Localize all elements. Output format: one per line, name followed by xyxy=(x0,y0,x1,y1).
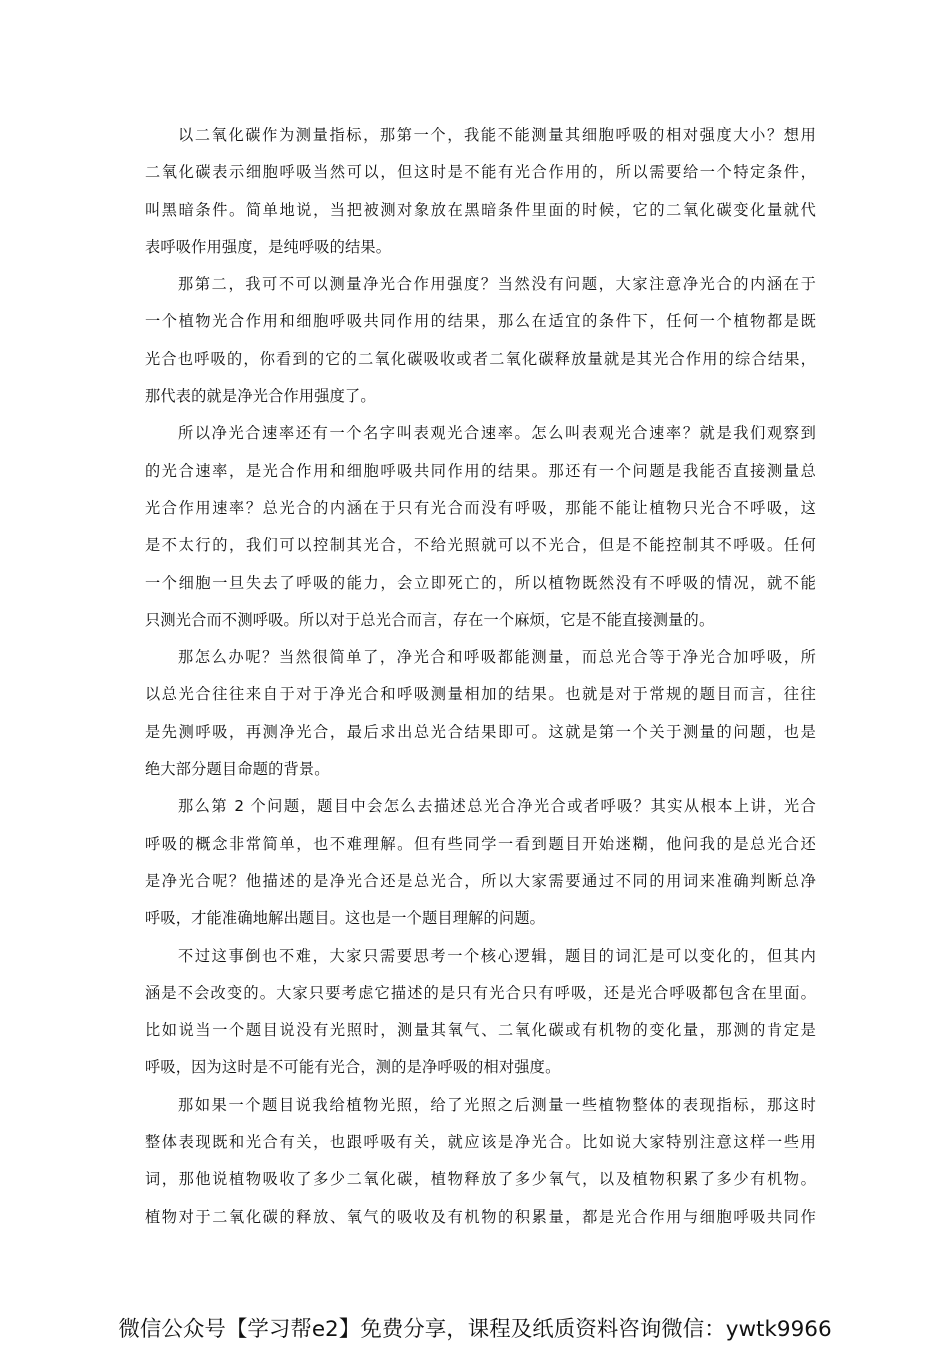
footer-watermark: 微信公众号【学习帮e2】免费分享，课程及纸质资料咨询微信：ywtk9966 xyxy=(118,1317,832,1342)
text-line: 那第二，我可不可以测量净光合作用强度？当然没有问题，大家注意净光合的内涵在于 xyxy=(178,275,816,294)
text-line: 那代表的就是净光合作用强度了。 xyxy=(145,387,376,406)
text-line: 光合也呼吸的，你看到的它的二氧化碳吸收或者二氧化碳释放量就是其光合作用的综合结果， xyxy=(145,349,816,368)
text-line: 一个细胞一旦失去了呼吸的能力，会立即死亡的，所以植物既然没有不呼吸的情况，就不能 xyxy=(145,573,816,592)
text-line: 整体表现既和光合有关，也跟呼吸有关，就应该是净光合。比如说大家特别注意这样一些用 xyxy=(145,1133,816,1152)
text-line: 以总光合往往来自于对于净光合和呼吸测量相加的结果。也就是对于常规的题目而言，往往 xyxy=(145,685,816,704)
text-line: 那么第 2 个问题，题目中会怎么去描述总光合净光合或者呼吸？其实从根本上讲，光合 xyxy=(178,797,816,816)
text-line: 词，那他说植物吸收了多少二氧化碳，植物释放了多少氧气，以及植物积累了多少有机物。 xyxy=(145,1170,816,1189)
paragraph xyxy=(145,415,816,639)
paragraph xyxy=(145,266,816,415)
paragraph xyxy=(145,117,816,266)
text-line: 涵是不会改变的。大家只要考虑它描述的是只有光合只有呼吸，还是光合呼吸都包含在里面。 xyxy=(145,983,816,1002)
text-line: 是先测呼吸，再测净光合，最后求出总光合结果即可。这就是第一个关于测量的问题，也是 xyxy=(145,722,816,741)
text-line: 表呼吸作用强度，是纯呼吸的结果。 xyxy=(145,237,392,256)
text-line: 只测光合而不测呼吸。所以对于总光合而言，存在一个麻烦，它是不能直接测量的。 xyxy=(145,610,715,629)
body-text xyxy=(145,117,816,1236)
text-line: 所以净光合速率还有一个名字叫表观光合速率。怎么叫表观光合速率？就是我们观察到 xyxy=(178,424,816,443)
text-line: 呼吸的概念非常简单，也不难理解。但有些同学一看到题目开始迷糊，他问我的是总光合还 xyxy=(145,834,816,853)
text-line: 比如说当一个题目说没有光照时，测量其氧气、二氧化碳或有机物的变化量，那测的肯定是 xyxy=(145,1021,816,1040)
paragraph xyxy=(145,1087,816,1236)
text-line: 绝大部分题目命题的背景。 xyxy=(145,760,330,779)
text-line: 的光合速率，是光合作用和细胞呼吸共同作用的结果。那还有一个问题是我能否直接测量总 xyxy=(145,461,816,480)
text-line: 叫黑暗条件。简单地说，当把被测对象放在黑暗条件里面的时候，它的二氧化碳变化量就代 xyxy=(145,200,816,219)
text-line: 呼吸，因为这时是不可能有光合，测的是净呼吸的相对强度。 xyxy=(145,1058,561,1077)
text-line: 植物对于二氧化碳的释放、氧气的吸收及有机物的积累量，都是光合作用与细胞呼吸共同作 xyxy=(145,1207,816,1226)
text-line: 不过这事倒也不难，大家只需要思考一个核心逻辑，题目的词汇是可以变化的，但其内 xyxy=(178,946,816,965)
text-line: 那怎么办呢？当然很简单了，净光合和呼吸都能测量，而总光合等于净光合加呼吸，所 xyxy=(178,648,816,667)
paragraph xyxy=(145,788,816,937)
text-line: 是净光合呢？他描述的是净光合还是总光合，所以大家需要通过不同的用词来准确判断总净 xyxy=(145,871,816,890)
text-line: 以二氧化碳作为测量指标，那第一个，我能不能测量其细胞呼吸的相对强度大小？想用 xyxy=(178,126,816,144)
text-line: 呼吸，才能准确地解出题目。这也是一个题目理解的问题。 xyxy=(145,909,546,928)
text-line: 一个植物光合作用和细胞呼吸共同作用的结果，那么在适宜的条件下，任何一个植物都是既 xyxy=(145,312,816,331)
paragraph xyxy=(145,639,816,788)
text-line: 光合作用速率？总光合的内涵在于只有光合而没有呼吸，那能不能让植物只光合不呼吸，这 xyxy=(145,498,816,517)
text-line: 那如果一个题目说我给植物光照，给了光照之后测量一些植物整体的表现指标，那这时 xyxy=(178,1095,816,1114)
text-line: 二氧化碳表示细胞呼吸当然可以，但这时是不能有光合作用的，所以需要给一个特定条件， xyxy=(145,163,816,182)
paragraph xyxy=(145,938,816,1087)
text-line: 是不太行的，我们可以控制其光合，不给光照就可以不光合，但是不能控制其不呼吸。任何 xyxy=(145,536,816,555)
